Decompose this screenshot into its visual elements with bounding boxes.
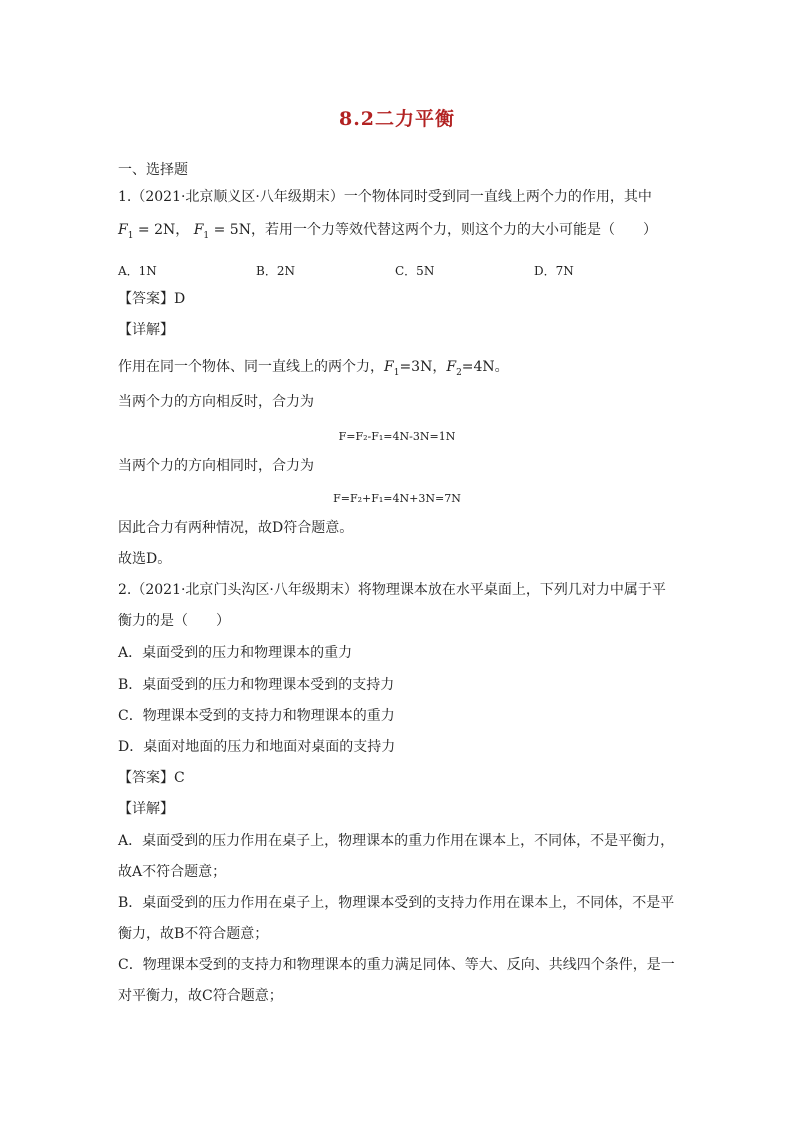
q2-detail-line3: B．桌面受到的压力作用在桌子上，物理课本受到的支持力作用在课本上，不同体，不是平 bbox=[118, 895, 675, 911]
q2-detail-line1: A．桌面受到的压力作用在桌子上，物理课本的重力作用在课本上，不同体，不是平衡力， bbox=[118, 833, 675, 849]
section-heading: 一、选择题 bbox=[118, 162, 188, 178]
q1-answer: 【答案】D bbox=[118, 291, 186, 307]
q1-detail-line5: 故选D。 bbox=[118, 551, 172, 567]
q2-option-c: C．物理课本受到的支持力和物理课本的重力 bbox=[118, 708, 395, 724]
q2-detail-label: 【详解】 bbox=[118, 801, 174, 817]
q2-stem-line2: 衡力的是（ ） bbox=[118, 613, 230, 629]
q2-option-d: D．桌面对地面的压力和地面对桌面的支持力 bbox=[118, 739, 396, 755]
q1-option-c: C．5N bbox=[395, 264, 435, 278]
q2-answer: 【答案】C bbox=[118, 770, 185, 786]
q2-detail-line5: C．物理课本受到的支持力和物理课本的重力满足同体、等大、反向、共线四个条件，是一 bbox=[118, 957, 675, 973]
q2-option-a: A．桌面受到的压力和物理课本的重力 bbox=[118, 645, 353, 661]
q1-formula2: F=F₂+F₁=4N+3N=7N bbox=[333, 492, 461, 505]
q2-stem-line1: 2.（2021·北京门头沟区·八年级期末）将物理课本放在水平桌面上，下列几对力中属于平 bbox=[118, 582, 666, 598]
q2-option-b: B．桌面受到的压力和物理课本受到的支持力 bbox=[118, 677, 395, 693]
q1-stem-line2: $F_1 = 2N$， $F_1 = 5N$，若用一个力等效代替这两个力，则这个力的大小可能是（ ） bbox=[118, 222, 657, 241]
q1-option-d: D．7N bbox=[534, 264, 574, 278]
q1-detail-line4: 因此合力有两种情况，故D符合题意。 bbox=[118, 520, 354, 536]
q2-detail-line4: 衡力，故B不符合题意； bbox=[118, 926, 269, 942]
q1-option-a: A．1N bbox=[118, 264, 157, 278]
q1-detail-line3: 当两个力的方向相同时，合力为 bbox=[118, 458, 314, 474]
q1-detail-label: 【详解】 bbox=[118, 322, 174, 338]
q1-stem-line1: 1.（2021·北京顺义区·八年级期末）一个物体同时受到同一直线上两个力的作用，其中 bbox=[118, 189, 652, 205]
q1-detail-line1: 作用在同一个物体、同一直线上的两个力，$F_1=3N$，$F_2=4N$。 bbox=[118, 359, 509, 378]
q1-formula1: F=F₂-F₁=4N-3N=1N bbox=[338, 430, 456, 443]
q1-option-b: B．2N bbox=[256, 264, 295, 278]
q2-detail-line2: 故A不符合题意； bbox=[118, 864, 227, 880]
q2-detail-line6: 对平衡力，故C符合题意； bbox=[118, 988, 283, 1004]
q1-detail-line2: 当两个力的方向相反时，合力为 bbox=[118, 394, 314, 410]
page-title: 8.2二力平衡 bbox=[338, 108, 456, 130]
